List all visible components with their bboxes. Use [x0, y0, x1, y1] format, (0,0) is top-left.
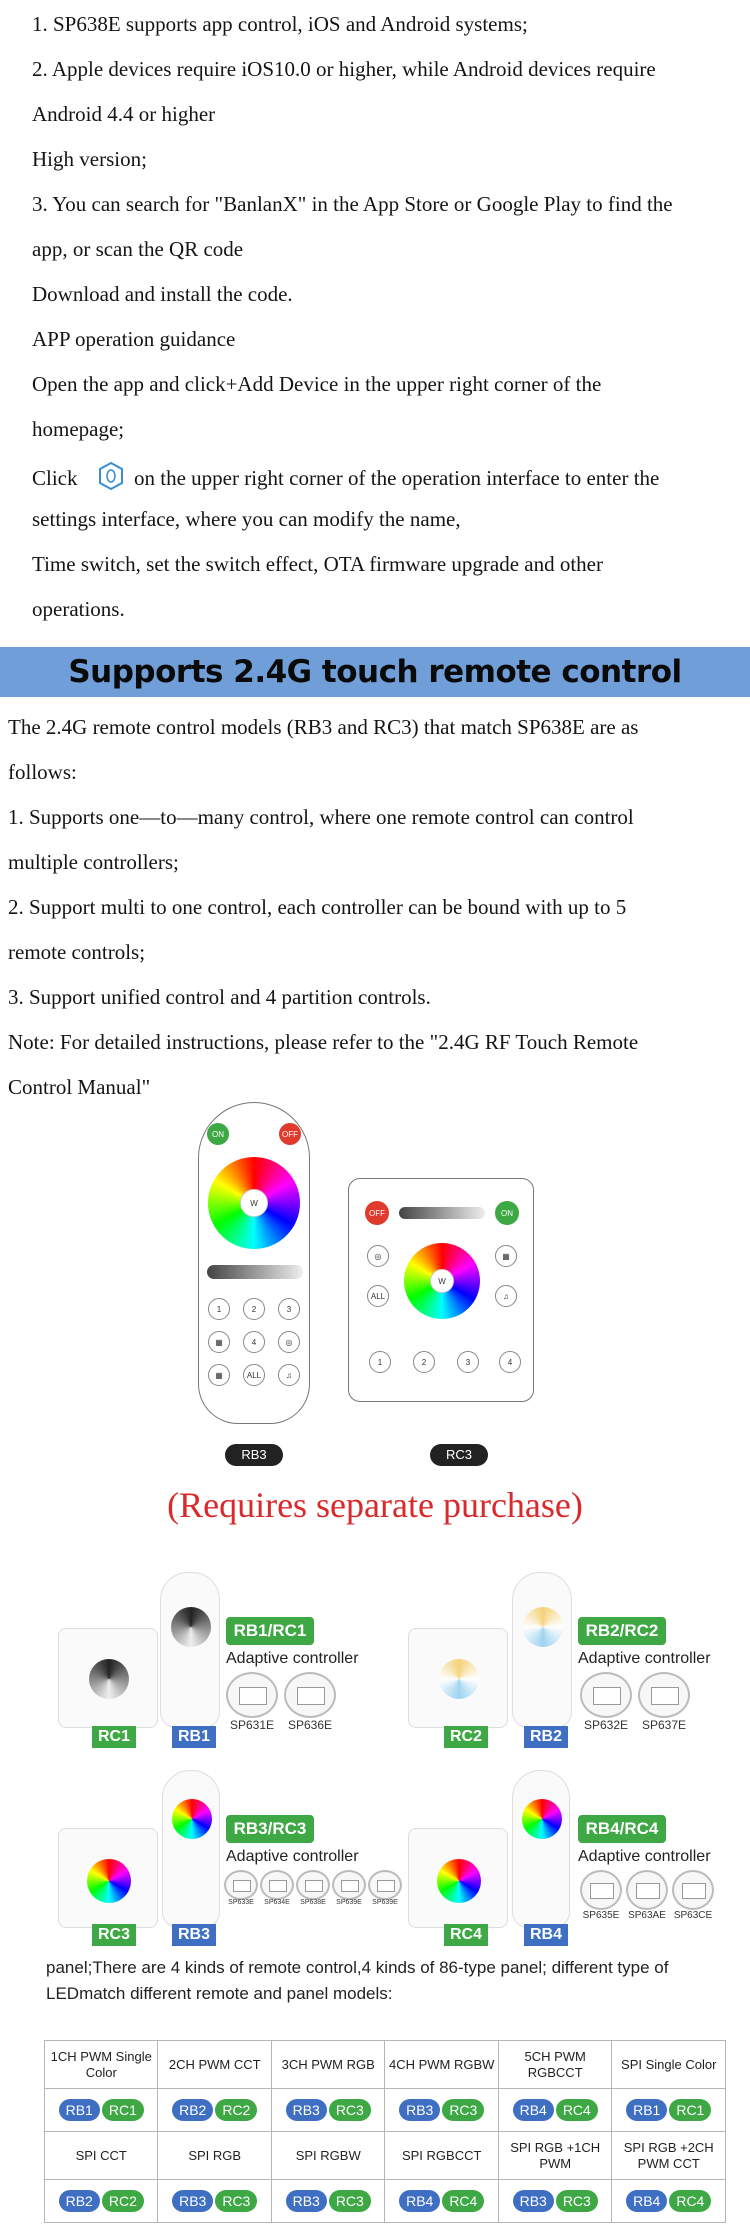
panel-pill: RC3	[329, 2099, 371, 2121]
remote-pill: RB4	[626, 2190, 667, 2212]
table-cell	[612, 2180, 726, 2223]
panel-pill: RC3	[215, 2190, 257, 2212]
panel-pill: RC4	[556, 2099, 598, 2121]
controller-image	[626, 1870, 668, 1910]
controller-image	[580, 1870, 622, 1910]
table-row	[45, 2132, 726, 2180]
num-button: 2	[243, 1298, 265, 1320]
music-icon: ♫	[495, 1285, 517, 1307]
num-button: 3	[457, 1351, 479, 1373]
intro-line: Android 4.4 or higher	[32, 102, 216, 126]
num-button: 4	[499, 1351, 521, 1373]
table-cell	[271, 2180, 384, 2223]
rb3-remote-image	[198, 1102, 310, 1424]
table-cell	[612, 2089, 726, 2132]
panel-pill: RC3	[442, 2099, 484, 2121]
adaptive-label: Adaptive controller	[578, 1650, 711, 1667]
table-cell: SPI RGB +1CH PWM	[498, 2132, 612, 2180]
num-button: 4	[243, 1331, 265, 1353]
table-cell: 4CH PWM RGBW	[385, 2041, 499, 2089]
on-button: ON	[207, 1123, 229, 1145]
intro-line: High version;	[32, 147, 147, 171]
info-line: The 2.4G remote control models (RB3 and RC3) that match SP638E are as	[8, 715, 639, 739]
pair-title: RB3/RC3	[226, 1815, 314, 1843]
controller-code: SP633E	[228, 1899, 254, 1906]
remote-pill: RB1	[59, 2099, 100, 2121]
controller-code: SP632E	[583, 1718, 629, 1732]
intro-line: 2. Apple devices require iOS10.0 or higher, while Android devices require	[32, 57, 656, 81]
off-button: OFF	[365, 1201, 389, 1225]
panel-pill: RC1	[102, 2099, 144, 2121]
controller-image	[638, 1672, 690, 1718]
panel-pill: RC3	[556, 2190, 598, 2212]
panel-pill: RC4	[669, 2190, 711, 2212]
adaptive-label: Adaptive controller	[226, 1650, 359, 1667]
table-cell: SPI RGB +2CH PWM CCT	[612, 2132, 726, 2180]
remote-pill: RB3	[399, 2099, 440, 2121]
info-line: Note: For detailed instructions, please refer to the "2.4G RF Touch Remote	[8, 1030, 639, 1054]
table-cell	[45, 2089, 158, 2132]
info-line: 3. Support unified control and 4 partition controls.	[8, 985, 431, 1009]
remote-pill: RB3	[286, 2099, 327, 2121]
remote-pill: RB4	[399, 2190, 440, 2212]
table-cell: 5CH PWM RGBCCT	[498, 2041, 612, 2089]
mode-icon: ◎	[367, 1245, 389, 1267]
intro-line: Time switch, set the switch effect, OTA firmware upgrade and other	[32, 552, 603, 576]
table-cell: 3CH PWM RGB	[271, 2041, 384, 2089]
summary-line: LEDmatch different remote and panel models:	[46, 1984, 393, 2003]
info-line: follows:	[8, 760, 77, 784]
table-row	[45, 2180, 726, 2223]
panel-pill: RC2	[102, 2190, 144, 2212]
summary-line: panel;There are 4 kinds of remote control,4 kinds of 86-type panel; different type of	[46, 1958, 669, 1977]
pair-title: RB2/RC2	[578, 1617, 666, 1645]
remote-pill: RB3	[513, 2190, 554, 2212]
all-button: ALL	[367, 1285, 389, 1307]
table-cell: SPI RGB	[158, 2132, 271, 2180]
intro-line: homepage;	[32, 417, 125, 441]
table-cell	[158, 2089, 271, 2132]
remote-pill: RB2	[172, 2099, 213, 2121]
grid-icon: ▦	[495, 1245, 517, 1267]
intro-line: app, or scan the QR code	[32, 237, 244, 261]
table-cell	[271, 2089, 384, 2132]
intro-line: 3. You can search for "BanlanX" in the App Store or Google Play to find the	[32, 192, 673, 216]
panel-pill: RC2	[215, 2099, 257, 2121]
remote-pill: RB4	[513, 2099, 554, 2121]
brightness-slider	[399, 1207, 485, 1219]
intro-line: APP operation guidance	[32, 327, 236, 351]
on-button: ON	[495, 1201, 519, 1225]
rc4-panel-image	[408, 1828, 508, 1928]
brightness-slider	[207, 1265, 303, 1279]
remote-label: RB3	[172, 1924, 216, 1946]
info-line: 2. Support multi to one control, each controller can be bound with up to 5	[8, 895, 627, 919]
controller-image	[284, 1672, 336, 1718]
controller-image	[580, 1672, 632, 1718]
controller-image	[332, 1870, 366, 1900]
controller-image	[368, 1870, 402, 1900]
table-cell	[158, 2180, 271, 2223]
num-button: 2	[413, 1351, 435, 1373]
compatibility-table	[44, 2040, 726, 2223]
rb1-remote-image	[160, 1572, 220, 1728]
rc3-tag: RC3	[430, 1444, 488, 1466]
pair-title: RB1/RC1	[226, 1617, 314, 1645]
controller-image	[296, 1870, 330, 1900]
rc3-panel-image	[348, 1178, 534, 1402]
intro-line: settings interface, where you can modify the name,	[32, 507, 461, 531]
click-prefix: Click	[32, 466, 78, 490]
num-button: 1	[208, 1298, 230, 1320]
panel-label: RC4	[444, 1924, 488, 1946]
adaptive-label: Adaptive controller	[578, 1848, 711, 1865]
controller-image	[672, 1870, 714, 1910]
click-suffix: on the upper right corner of the operation interface to enter the	[134, 466, 660, 490]
white-center-button: W	[240, 1189, 268, 1217]
controller-code: SP63CE	[673, 1910, 713, 1921]
info-line: multiple controllers;	[8, 850, 179, 874]
controller-code: SP636E	[287, 1718, 333, 1732]
num-button: 1	[369, 1351, 391, 1373]
table-cell	[385, 2089, 499, 2132]
table-cell: 1CH PWM Single Color	[45, 2041, 158, 2089]
controller-image	[224, 1870, 258, 1900]
table-cell: 2CH PWM CCT	[158, 2041, 271, 2089]
rb4-remote-image	[512, 1770, 570, 1928]
info-line: Control Manual"	[8, 1075, 151, 1099]
intro-line: 1. SP638E supports app control, iOS and Android systems;	[32, 12, 528, 36]
info-line: 1. Supports one—to—many control, where one remote control can control	[8, 805, 634, 829]
remote-pill: RB2	[59, 2190, 100, 2212]
controller-image	[260, 1870, 294, 1900]
white-center-button: W	[430, 1269, 454, 1293]
remote-pill: RB3	[172, 2190, 213, 2212]
controller-code: SP639E	[372, 1899, 398, 1906]
table-cell: SPI Single Color	[612, 2041, 726, 2089]
rb3-tag: RB3	[225, 1444, 283, 1466]
intro-line: operations.	[32, 597, 125, 621]
music-icon: ♫	[278, 1364, 300, 1386]
panel-label: RC3	[92, 1924, 136, 1946]
controller-image	[226, 1672, 278, 1718]
remote-pill: RB3	[286, 2190, 327, 2212]
table-cell: SPI RGBCCT	[385, 2132, 499, 2180]
purchase-note: (Requires separate purchase)	[167, 1485, 583, 1525]
remote-label: RB1	[172, 1726, 216, 1748]
table-cell: SPI CCT	[45, 2132, 158, 2180]
table-row	[45, 2041, 726, 2089]
banner-title: Supports 2.4G touch remote control	[68, 654, 682, 690]
table-cell	[385, 2180, 499, 2223]
rc2-panel-image	[408, 1628, 508, 1728]
table-cell	[45, 2180, 158, 2223]
remote-label: RB4	[524, 1924, 568, 1946]
remote-pill: RB1	[626, 2099, 667, 2121]
controller-code: SP631E	[229, 1718, 275, 1732]
panel-pill: RC3	[329, 2190, 371, 2212]
controller-code: SP634E	[264, 1899, 290, 1906]
info-line: remote controls;	[8, 940, 146, 964]
controller-code: SP639E	[336, 1899, 362, 1906]
all-button: ALL	[243, 1364, 265, 1386]
settings-hex-icon	[97, 461, 125, 497]
panel-label: RC1	[92, 1726, 136, 1748]
panel-label: RC2	[444, 1726, 488, 1748]
adaptive-label: Adaptive controller	[226, 1848, 359, 1865]
remote-label: RB2	[524, 1726, 568, 1748]
rb3-remote-image	[162, 1770, 220, 1928]
controller-code: SP63AE	[628, 1910, 666, 1921]
rc3-panel-image	[58, 1828, 158, 1928]
table-cell	[498, 2089, 612, 2132]
rb2-remote-image	[512, 1572, 572, 1728]
num-button: 3	[278, 1298, 300, 1320]
panel-pill: RC4	[442, 2190, 484, 2212]
table-row	[45, 2089, 726, 2132]
mode-icon: ◎	[278, 1331, 300, 1353]
table-cell	[498, 2180, 612, 2223]
controller-code: SP635E	[582, 1910, 620, 1921]
click-line	[32, 461, 659, 497]
intro-line: Open the app and click+Add Device in the upper right corner of the	[32, 372, 602, 396]
table-cell: SPI RGBW	[271, 2132, 384, 2180]
grid-icon: ▦	[208, 1364, 230, 1386]
pair-title: RB4/RC4	[578, 1815, 666, 1843]
controller-code: SP637E	[641, 1718, 687, 1732]
off-button: OFF	[279, 1123, 301, 1145]
intro-line: Download and install the code.	[32, 282, 293, 306]
grid-icon: ▦	[208, 1331, 230, 1353]
panel-pill: RC1	[669, 2099, 711, 2121]
rc1-panel-image	[58, 1628, 158, 1728]
controller-code: SP638E	[300, 1899, 326, 1906]
